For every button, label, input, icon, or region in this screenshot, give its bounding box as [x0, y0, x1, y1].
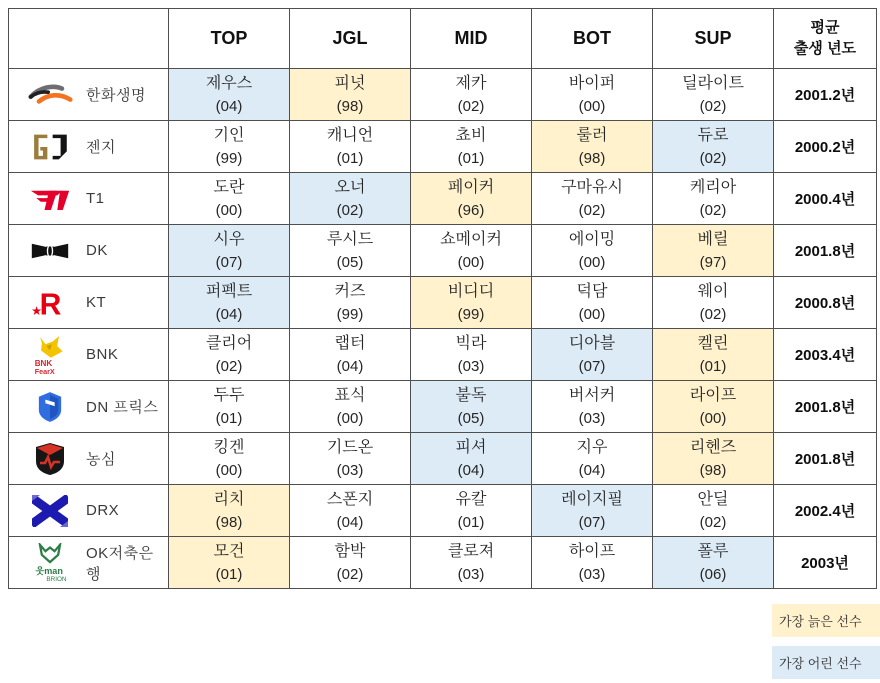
col-header-mid: MID — [411, 9, 532, 69]
player-cell — [169, 537, 290, 589]
player-cell — [411, 537, 532, 589]
player-cell — [653, 381, 774, 433]
svg-text:BNK: BNK — [34, 358, 53, 368]
team-identity — [9, 80, 168, 110]
player-name: 제우스 — [205, 75, 253, 92]
avg-birth-year-cell: 2001.8년 — [774, 225, 877, 277]
avg-header-line1: 평균 — [810, 19, 840, 37]
player-name: 하이프 — [568, 543, 616, 560]
player-name: 클리어 — [205, 335, 253, 352]
player-cell — [290, 121, 411, 173]
avg-birth-year-cell: 2000.4년 — [774, 173, 877, 225]
avg-birth-year-cell: 2000.2년 — [774, 121, 877, 173]
player-name: 리헨즈 — [689, 439, 737, 456]
player-name: 에이밍 — [568, 231, 616, 248]
player-name: 폴루 — [697, 543, 729, 560]
player-cell — [169, 433, 290, 485]
team-name: T1 — [86, 190, 105, 207]
player-name: 도란 — [213, 179, 245, 196]
player-cell — [169, 121, 290, 173]
player-cell — [411, 381, 532, 433]
player-cell — [653, 485, 774, 537]
t1-logo — [27, 184, 73, 214]
drx-logo — [27, 495, 73, 527]
svg-text:★: ★ — [31, 303, 43, 318]
player-name: 듀로 — [697, 127, 729, 144]
team-identity — [9, 184, 168, 214]
team-identity — [9, 287, 168, 319]
dk-logo — [27, 240, 73, 262]
player-birth-year: (00) — [457, 254, 485, 271]
player-name: 베릴 — [697, 231, 729, 248]
player-name: 기드온 — [326, 439, 374, 456]
bnk-logo — [27, 335, 73, 375]
team-cell — [9, 433, 169, 485]
svg-text:BRION: BRION — [46, 575, 67, 583]
player-name: 루시드 — [326, 231, 374, 248]
player-birth-year: (02) — [699, 306, 727, 323]
player-birth-year: (01) — [215, 566, 243, 583]
team-cell — [9, 381, 169, 433]
player-cell — [653, 121, 774, 173]
team-name: DN 프릭스 — [86, 399, 159, 416]
player-name: 모건 — [213, 543, 245, 560]
col-header-sup: SUP — [653, 9, 774, 69]
avg-birth-year-cell: 2002.4년 — [774, 485, 877, 537]
player-birth-year: (01) — [457, 514, 485, 531]
player-name: 구마유시 — [561, 179, 623, 196]
team-row — [9, 277, 877, 329]
avg-birth-year-cell: 2001.8년 — [774, 381, 877, 433]
col-header-jgl: JGL — [290, 9, 411, 69]
player-birth-year: (01) — [336, 150, 364, 167]
player-cell — [653, 329, 774, 381]
player-birth-year: (99) — [457, 306, 485, 323]
nongshim-logo — [27, 442, 73, 476]
col-header-top: TOP — [169, 9, 290, 69]
player-birth-year: (03) — [578, 566, 606, 583]
player-birth-year: (07) — [578, 514, 606, 531]
player-name: 딜라이트 — [682, 75, 744, 92]
player-cell — [169, 381, 290, 433]
kt-logo — [27, 287, 73, 319]
player-cell — [532, 69, 653, 121]
player-birth-year: (98) — [215, 514, 243, 531]
player-name: 피넛 — [334, 75, 366, 92]
player-name: 비디디 — [447, 283, 495, 300]
player-birth-year: (01) — [215, 410, 243, 427]
player-cell — [532, 485, 653, 537]
player-cell — [169, 329, 290, 381]
team-row — [9, 329, 877, 381]
player-cell — [411, 69, 532, 121]
team-identity — [9, 240, 168, 262]
svg-text:R: R — [39, 287, 62, 319]
player-cell — [411, 485, 532, 537]
team-identity — [9, 335, 168, 375]
player-name: 쇼메이커 — [440, 231, 502, 248]
header-row — [9, 9, 877, 69]
player-cell — [532, 121, 653, 173]
player-birth-year: (04) — [215, 98, 243, 115]
avg-birth-year-cell: 2003.4년 — [774, 329, 877, 381]
player-name: 레이지필 — [561, 491, 623, 508]
player-birth-year: (02) — [699, 98, 727, 115]
player-cell — [532, 381, 653, 433]
team-name: DK — [86, 242, 108, 259]
player-name: 웨이 — [697, 283, 729, 300]
player-name: 버서커 — [568, 387, 616, 404]
player-birth-year: (00) — [336, 410, 364, 427]
player-cell — [290, 277, 411, 329]
avg-birth-year-cell: 2000.8년 — [774, 277, 877, 329]
player-birth-year: (04) — [336, 358, 364, 375]
team-identity — [9, 132, 168, 162]
player-cell — [290, 173, 411, 225]
team-row — [9, 225, 877, 277]
team-identity — [9, 542, 168, 584]
team-name: DRX — [86, 502, 120, 519]
team-row — [9, 173, 877, 225]
player-name: 커즈 — [334, 283, 366, 300]
player-cell — [411, 433, 532, 485]
player-birth-year: (02) — [699, 514, 727, 531]
player-cell — [290, 329, 411, 381]
player-name: 랩터 — [334, 335, 366, 352]
player-cell — [653, 277, 774, 329]
player-name: 캐니언 — [326, 127, 374, 144]
player-name: 퍼펙트 — [205, 283, 253, 300]
ok-brion-logo — [27, 543, 73, 583]
player-birth-year: (99) — [336, 306, 364, 323]
avg-birth-year-cell: 2001.2년 — [774, 69, 877, 121]
player-birth-year: (02) — [699, 202, 727, 219]
player-birth-year: (02) — [215, 358, 243, 375]
player-name: 켈린 — [697, 335, 729, 352]
player-birth-year: (98) — [578, 150, 606, 167]
player-cell — [532, 537, 653, 589]
player-name: 라이프 — [689, 387, 737, 404]
player-birth-year: (00) — [215, 202, 243, 219]
player-name: 쵸비 — [455, 127, 487, 144]
player-birth-year: (01) — [699, 358, 727, 375]
player-cell — [169, 173, 290, 225]
player-cell — [411, 225, 532, 277]
team-cell — [9, 225, 169, 277]
hanwha-life-logo — [27, 80, 73, 110]
avg-header-line2: 출생 년도 — [793, 39, 857, 57]
team-row — [9, 433, 877, 485]
player-name: 지우 — [576, 439, 608, 456]
player-birth-year: (03) — [457, 566, 485, 583]
player-birth-year: (02) — [457, 98, 485, 115]
player-cell — [532, 277, 653, 329]
player-cell — [290, 69, 411, 121]
col-header-bot: BOT — [532, 9, 653, 69]
player-birth-year: (97) — [699, 254, 727, 271]
player-birth-year: (00) — [215, 462, 243, 479]
col-header-avg-birth-year — [774, 9, 877, 69]
team-cell — [9, 121, 169, 173]
player-cell — [411, 173, 532, 225]
player-birth-year: (04) — [578, 462, 606, 479]
player-birth-year: (00) — [578, 306, 606, 323]
team-cell — [9, 69, 169, 121]
player-name: 바이퍼 — [568, 75, 616, 92]
player-name: 기인 — [213, 127, 245, 144]
player-name: 리치 — [213, 491, 245, 508]
player-cell — [411, 277, 532, 329]
player-name: 빅라 — [455, 335, 487, 352]
player-birth-year: (03) — [336, 462, 364, 479]
team-name: KT — [86, 294, 107, 311]
geng-logo — [27, 132, 73, 162]
player-birth-year: (02) — [336, 202, 364, 219]
team-cell — [9, 537, 169, 589]
player-cell — [411, 121, 532, 173]
player-cell — [290, 225, 411, 277]
table-body — [9, 69, 877, 589]
player-birth-year: (98) — [336, 98, 364, 115]
player-birth-year: (00) — [699, 410, 727, 427]
player-cell — [411, 329, 532, 381]
player-cell — [290, 433, 411, 485]
player-cell — [532, 173, 653, 225]
player-birth-year: (02) — [699, 150, 727, 167]
player-birth-year: (03) — [457, 358, 485, 375]
player-name: 불독 — [455, 387, 487, 404]
player-cell — [290, 485, 411, 537]
team-cell — [9, 277, 169, 329]
team-row — [9, 121, 877, 173]
player-cell — [532, 329, 653, 381]
player-birth-year: (01) — [457, 150, 485, 167]
player-birth-year: (04) — [215, 306, 243, 323]
player-name: 킹겐 — [213, 439, 245, 456]
player-name: 케리아 — [689, 179, 737, 196]
player-birth-year: (96) — [457, 202, 485, 219]
team-name: OK저축은행 — [86, 544, 154, 583]
player-name: 피셔 — [455, 439, 487, 456]
player-name: 표식 — [334, 387, 366, 404]
player-birth-year: (98) — [699, 462, 727, 479]
lck-roster-age-table — [8, 8, 877, 589]
legend-youngest-player: 가장 어린 선수 — [772, 646, 880, 679]
svg-text:웃man: 웃man — [35, 565, 63, 576]
team-row — [9, 537, 877, 589]
player-name: 유칼 — [455, 491, 487, 508]
player-name: 룰러 — [576, 127, 608, 144]
player-name: 디아블 — [568, 335, 616, 352]
team-name: 젠지 — [86, 139, 116, 156]
team-row — [9, 69, 877, 121]
avg-birth-year-cell: 2003년 — [774, 537, 877, 589]
player-cell — [290, 381, 411, 433]
team-identity — [9, 442, 168, 476]
player-name: 안딜 — [697, 491, 729, 508]
player-cell — [653, 69, 774, 121]
team-identity — [9, 391, 168, 423]
avg-birth-year-cell: 2001.8년 — [774, 433, 877, 485]
player-birth-year: (03) — [578, 410, 606, 427]
player-cell — [169, 225, 290, 277]
player-cell — [653, 433, 774, 485]
player-birth-year: (04) — [457, 462, 485, 479]
team-cell — [9, 329, 169, 381]
player-name: 제카 — [455, 75, 487, 92]
player-cell — [653, 225, 774, 277]
player-name: 시우 — [213, 231, 245, 248]
player-name: 클로져 — [447, 543, 495, 560]
player-birth-year: (06) — [699, 566, 727, 583]
player-name: 두두 — [213, 387, 245, 404]
dn-freecs-logo — [27, 391, 73, 423]
team-identity — [9, 495, 168, 527]
legend-oldest-player: 가장 늙은 선수 — [772, 604, 880, 637]
team-name: BNK — [86, 346, 119, 363]
corner-cell — [9, 9, 169, 69]
player-name: 스폰지 — [326, 491, 374, 508]
player-cell — [169, 69, 290, 121]
player-name: 오너 — [334, 179, 366, 196]
team-name: 농심 — [86, 451, 116, 468]
team-cell — [9, 485, 169, 537]
player-name: 페이커 — [447, 179, 495, 196]
player-cell — [532, 433, 653, 485]
player-birth-year: (07) — [215, 254, 243, 271]
player-name: 덕담 — [576, 283, 608, 300]
player-cell — [169, 485, 290, 537]
player-birth-year: (00) — [578, 98, 606, 115]
player-cell — [169, 277, 290, 329]
player-cell — [290, 537, 411, 589]
player-birth-year: (05) — [336, 254, 364, 271]
player-birth-year: (05) — [457, 410, 485, 427]
player-cell — [532, 225, 653, 277]
player-birth-year: (02) — [336, 566, 364, 583]
player-cell — [653, 537, 774, 589]
player-birth-year: (00) — [578, 254, 606, 271]
player-cell — [653, 173, 774, 225]
highlight-legend — [772, 604, 880, 679]
player-birth-year: (99) — [215, 150, 243, 167]
svg-text:FearX: FearX — [34, 366, 55, 375]
team-cell — [9, 173, 169, 225]
player-birth-year: (04) — [336, 514, 364, 531]
player-birth-year: (07) — [578, 358, 606, 375]
player-birth-year: (02) — [578, 202, 606, 219]
team-name: 한화생명 — [86, 87, 146, 104]
team-row — [9, 381, 877, 433]
team-row — [9, 485, 877, 537]
player-name: 함박 — [334, 543, 366, 560]
